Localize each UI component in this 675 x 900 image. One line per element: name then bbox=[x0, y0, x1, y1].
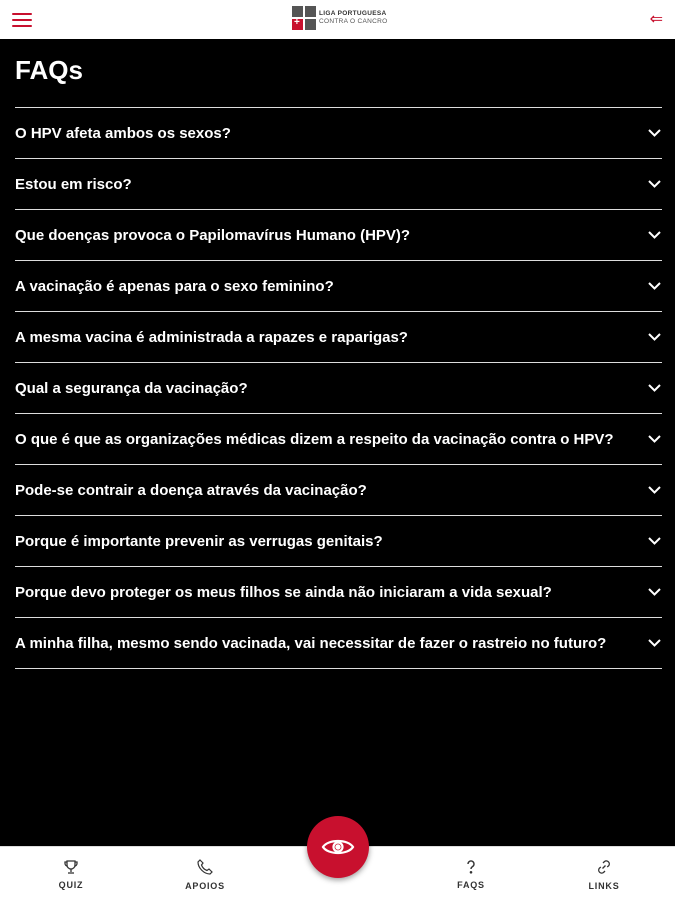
faq-question: Qual a segurança da vacinação? bbox=[15, 379, 248, 397]
faq-item[interactable] bbox=[15, 363, 662, 414]
faq-item[interactable] bbox=[15, 465, 662, 516]
chevron-down-icon[interactable] bbox=[647, 126, 661, 140]
faq-list bbox=[15, 107, 662, 669]
chevron-down-icon[interactable] bbox=[647, 381, 661, 395]
logo-mark bbox=[292, 6, 316, 30]
back-arrow-icon[interactable]: ⇐ bbox=[649, 10, 663, 28]
logo-line1: LIGA PORTUGUESA bbox=[319, 10, 387, 17]
faq-question: Que doenças provoca o Papilomavírus Humano (HPV)? bbox=[15, 226, 411, 244]
faq-item[interactable] bbox=[15, 312, 662, 363]
main-content bbox=[15, 39, 662, 669]
faq-item[interactable] bbox=[15, 414, 662, 465]
faq-item[interactable] bbox=[15, 261, 662, 312]
faq-question: A mesma vacina é administrada a rapazes e raparigas? bbox=[15, 328, 408, 346]
chevron-down-icon[interactable] bbox=[647, 636, 661, 650]
chevron-down-icon[interactable] bbox=[647, 228, 661, 242]
chevron-down-icon[interactable] bbox=[647, 330, 661, 344]
nav-quiz-label: QUIZ bbox=[58, 879, 84, 890]
top-bar bbox=[0, 0, 675, 39]
faq-question: O HPV afeta ambos os sexos? bbox=[15, 124, 231, 142]
page-title: FAQs bbox=[15, 55, 83, 85]
chevron-down-icon[interactable] bbox=[647, 483, 661, 497]
logo bbox=[292, 6, 387, 30]
nav-quiz[interactable] bbox=[16, 847, 126, 900]
nav-apoios[interactable] bbox=[150, 847, 260, 900]
link-icon bbox=[595, 858, 613, 876]
nav-faqs-label: FAQS bbox=[457, 879, 485, 890]
nav-faqs[interactable] bbox=[416, 847, 526, 900]
faq-question: Estou em risco? bbox=[15, 175, 132, 193]
question-mark-icon bbox=[463, 859, 479, 875]
nav-links[interactable] bbox=[549, 847, 659, 900]
nav-apoios-label: APOIOS bbox=[185, 880, 225, 891]
faq-item[interactable] bbox=[15, 159, 662, 210]
faq-question: Pode-se contrair a doença através da vacinação? bbox=[15, 481, 367, 499]
faq-item[interactable] bbox=[15, 108, 662, 159]
logo-line2: CONTRA O CANCRO bbox=[319, 18, 388, 25]
faq-item[interactable] bbox=[15, 567, 662, 618]
trophy-icon bbox=[63, 859, 79, 875]
chevron-down-icon[interactable] bbox=[647, 279, 661, 293]
faq-item[interactable] bbox=[15, 618, 662, 669]
hamburger-icon[interactable] bbox=[12, 13, 32, 27]
faq-question: Porque devo proteger os meus filhos se ainda não iniciaram a vida sexual? bbox=[15, 583, 552, 601]
faq-item[interactable] bbox=[15, 516, 662, 567]
faq-question: Porque é importante prevenir as verrugas genitais? bbox=[15, 532, 383, 550]
chevron-down-icon[interactable] bbox=[647, 585, 661, 599]
phone-icon bbox=[196, 858, 214, 876]
chevron-down-icon[interactable] bbox=[647, 432, 661, 446]
faq-question: A minha filha, mesmo sendo vacinada, vai necessitar de fazer o rastreio no futuro? bbox=[15, 634, 607, 652]
chevron-down-icon[interactable] bbox=[647, 177, 661, 191]
faq-question: O que é que as organizações médicas dizem a respeito da vacinação contra o HPV? bbox=[15, 430, 614, 448]
eye-icon bbox=[321, 836, 355, 858]
faq-item[interactable] bbox=[15, 210, 662, 261]
nav-links-label: LINKS bbox=[588, 880, 620, 891]
chevron-down-icon[interactable] bbox=[647, 534, 661, 548]
eye-button[interactable] bbox=[307, 816, 369, 878]
faq-question: A vacinação é apenas para o sexo feminino? bbox=[15, 277, 334, 295]
